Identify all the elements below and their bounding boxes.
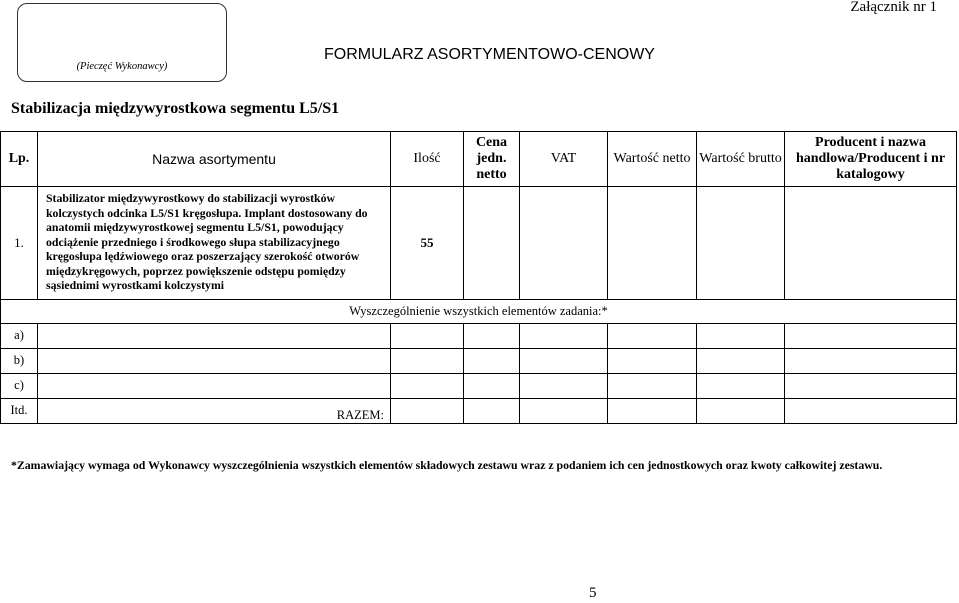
subrow-label: c) <box>1 373 38 398</box>
header-gross-value: Wartość brutto <box>697 132 785 187</box>
form-title: FORMULARZ ASORTYMENTOWO-CENOWY <box>324 46 655 63</box>
row-unit-price-cell <box>464 187 520 300</box>
table-row <box>1 187 957 300</box>
row-vat-cell <box>520 187 608 300</box>
spec-header-row <box>1 299 957 323</box>
table-row <box>1 323 957 348</box>
stamp-label: (Pieczęć Wykonawcy) <box>76 61 168 72</box>
table-row <box>1 373 957 398</box>
section-title: Stabilizacja międzywyrostkowa segmentu L5/S1 <box>11 100 340 117</box>
page-number: 5 <box>589 585 597 601</box>
header-unit-price: Cena jedn. netto <box>464 132 520 187</box>
header-producer: Producent i nazwa handlowa/Producent i nr katalogowy <box>785 132 957 187</box>
header-lp: Lp. <box>1 132 38 187</box>
subrow-label: a) <box>1 323 38 348</box>
attachment-label: Załącznik nr 1 <box>850 0 937 15</box>
subrow-label: Itd. <box>1 398 38 423</box>
header-net-value: Wartość netto <box>608 132 697 187</box>
row-producer-cell <box>785 187 957 300</box>
header-name: Nazwa asortymentu <box>38 132 391 187</box>
row-description: Stabilizator międzywyrostkowy do stabilizacji wyrostków kolczystych odcinka L5/S1 kręgosłupa. Implant dostosowany do anatomii międzywyrostkowej segmentu L5/S1, powodujący odciążenie przedniego i środkowego słupa stabilizacyjnego kręgosłupa lędźwiowego oraz poszerzający szerokość otworów międzykręgowych, poprzez powiększenie odstępu pomiędzy sąsiednimi wyrostkami kolczystymi <box>38 187 391 300</box>
total-label: RAZEM: <box>38 398 391 423</box>
header-vat: VAT <box>520 132 608 187</box>
table-row <box>1 398 957 423</box>
footnote: *Zamawiający wymaga od Wykonawcy wyszczególnienia wszystkich elementów składowych zestawu wraz z podaniem ich cen jednostkowych oraz kwoty całkowitej zestawu. <box>11 458 883 472</box>
subrow-label: b) <box>1 348 38 373</box>
price-table <box>0 131 957 424</box>
stamp-box <box>17 3 227 82</box>
row-net-value-cell <box>608 187 697 300</box>
table-header-row <box>1 132 957 187</box>
row-gross-value-cell <box>697 187 785 300</box>
table-row <box>1 348 957 373</box>
row-lp: 1. <box>1 187 38 300</box>
spec-header: Wyszczególnienie wszystkich elementów zadania:* <box>1 299 957 323</box>
row-qty: 55 <box>391 187 464 300</box>
header-qty: Ilość <box>391 132 464 187</box>
